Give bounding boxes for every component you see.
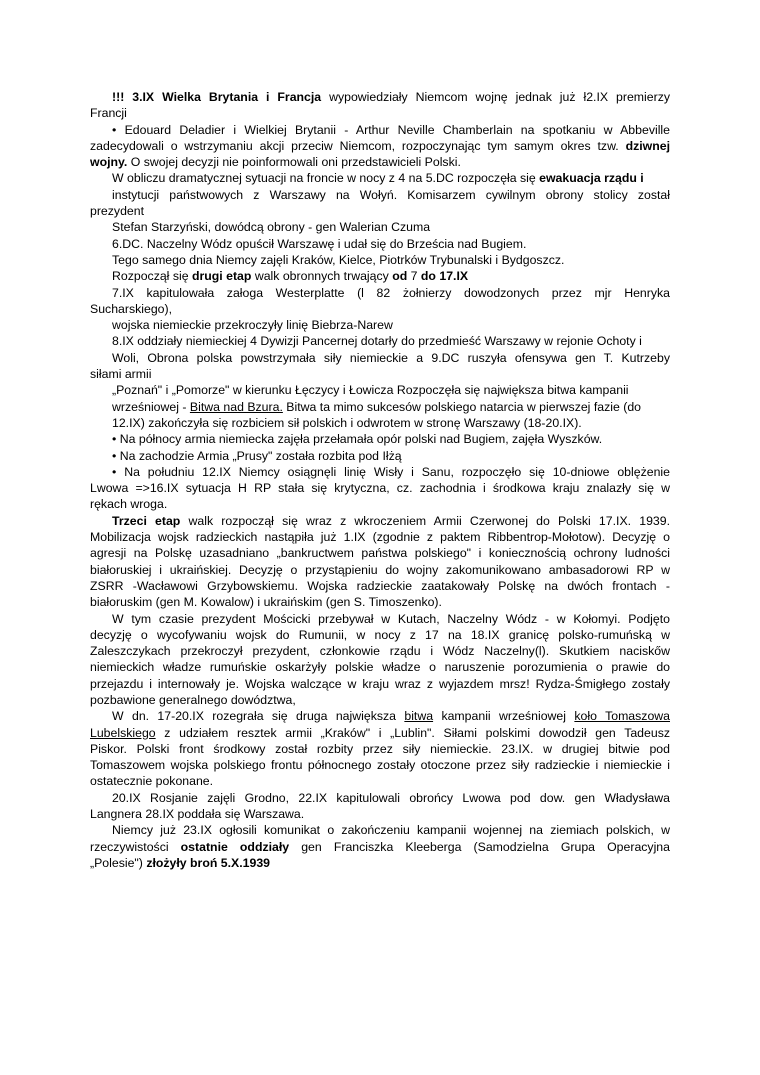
text-line [90, 415, 670, 431]
text-run: Langnera 28.IX poddała się Warszawa. [90, 807, 305, 822]
text-line [90, 545, 670, 561]
text-line [90, 285, 670, 301]
text-line [90, 594, 670, 610]
text-line [90, 187, 670, 203]
bold-text: ostatnie oddziały [180, 839, 290, 854]
bold-text: !!! 3.IX Wielka Brytania i Francja [112, 90, 322, 104]
text-run: 20.IX Rosjanie zajęli Grodno, 22.IX kapitulowali obrońcy Lwowa pod dow. gen Władysława [112, 790, 670, 805]
text-run: 8.IX oddziały niemieckiej 4 Dywizji Pancernej dotarły do przedmieść Warszawy w rejonie Ochoty i [112, 334, 642, 349]
text-line [90, 529, 670, 545]
text-run: prezydent [90, 204, 145, 219]
text-line [90, 89, 670, 105]
document-body [90, 89, 670, 871]
text-run: Lwowa =>16.IX sytuacja H RP stała się krytyczna, cz. zachodnia i środkowa kraju znalazły się w [90, 481, 670, 496]
text-line [90, 464, 670, 480]
bold-text: ewakuacja rządu i [539, 171, 644, 186]
underlined-text: koło Tomaszowa [574, 709, 670, 724]
text-run: niemieckich władze rumuńskie oskarżyły polskie władze o naruszenie porozumienia o prawie do [90, 660, 670, 675]
text-run: Tomaszowem wojska polskiego frontu północnego zostały otoczone przez siły radzieckie i niemieckie i [90, 758, 670, 773]
text-line [90, 839, 670, 855]
text-line [90, 366, 670, 382]
text-line [90, 301, 670, 317]
underlined-text: Bitwa nad Bzura. [189, 399, 283, 414]
text-run: 7.IX kapitulowała załoga Westerplatte (l 82 żołnierzy dowodzonych przez mjr Henryka [112, 285, 670, 300]
text-run: • Na południu 12.IX Niemcy osiągnęli linię Wisły i Sanu, rozpoczęło się 10-dniowe oblężenie [112, 464, 670, 479]
text-line [90, 268, 670, 284]
bold-text: drugi etap [191, 269, 252, 284]
text-line [90, 382, 670, 398]
text-run: instytucji państwowych z Warszawy na Wołyń. Komisarzem cywilnym obrony stolicy został [112, 187, 670, 202]
text-run: Rozpoczął się [112, 269, 192, 284]
text-run: rzeczywistości [90, 839, 181, 854]
text-line [90, 513, 670, 529]
text-run: walk obronnych trwający [251, 269, 393, 284]
text-run: siłami armii [90, 367, 152, 382]
text-line [90, 333, 670, 349]
underlined-text: bitwa [404, 709, 434, 724]
text-line [90, 154, 670, 170]
bold-text: Trzeci etap [112, 513, 181, 528]
text-line [90, 122, 670, 138]
text-run: białoruskim (gen M. Kowalow) i ukraińskim (gen S. Timoszenko). [90, 595, 442, 610]
text-line [90, 790, 670, 806]
text-run: przejazdu i internowały je. Wojska walczące w kraju wraz z wyjazdem mrsz! Rydza-Śmigłego zostały [90, 676, 670, 691]
text-run: Sucharskiego), [90, 301, 173, 316]
bold-text: dziwnej [625, 138, 670, 153]
text-line [90, 611, 670, 627]
text-run: O swojej decyzji nie poinformowali oni przedstawicieli Polski. [127, 155, 461, 170]
text-line [90, 350, 670, 366]
text-line [90, 236, 670, 252]
text-run: 7 [407, 269, 421, 284]
text-line [90, 773, 670, 789]
text-run: decyzję o wycofywaniu wojsk do Rumunii, w nocy z 17 na 18.IX granicę polsko-rumuńską w [90, 627, 670, 642]
text-line [90, 399, 670, 415]
text-line [90, 806, 670, 822]
text-run: wrześniowej - [112, 399, 190, 414]
text-line [90, 138, 670, 154]
text-run: wypowiedziały Niemcom wojnę jednak już ł2.IX premierzy [321, 90, 670, 104]
text-run: rękach wroga. [90, 497, 168, 512]
text-line [90, 105, 670, 121]
text-run: kampanii wrześniowej [433, 709, 575, 724]
text-run: ZSRR -Wacławowi Grzybowskiemu. Wojska radzieckie zaatakowały Polskę na dwóch frontach - [90, 578, 670, 593]
text-run: • Na zachodzie Armia „Prusy" została rozbita pod Iłżą [112, 448, 402, 463]
text-run: Stefan Starzyński, dowódcą obrony - gen Walerian Czuma [112, 220, 431, 235]
text-line [90, 496, 670, 512]
text-line [90, 676, 670, 692]
text-run: W tym czasie prezydent Mościcki przebywał w Kutach, Naczelny Wódz - w Kołomyi. Podjęto [112, 611, 670, 626]
text-line [90, 578, 670, 594]
text-line [90, 692, 670, 708]
text-run: Woli, Obrona polska powstrzymała siły niemieckie a 9.DC ruszyła ofensywa gen T. Kutrzeby [112, 350, 670, 365]
text-run: z udziałem resztek armii „Kraków" i „Lublin". Siłami polskimi dowodził gen Tadeusz [155, 725, 670, 740]
text-line [90, 757, 670, 773]
text-run: walk rozpoczął się wraz z wkroczeniem Armii Czerwonej do Polski 17.IX. 1939. [180, 513, 670, 528]
text-run: Bitwa ta mimo sukcesów polskiego natarcia w pierwszej fazie (do [282, 399, 641, 414]
text-line [90, 643, 670, 659]
text-run: agresji na Polskę uzasadniano „bankructwem państwa polskiego" i koniecznością ochrony ludności [90, 546, 670, 561]
underlined-text: Lubelskiego [90, 725, 156, 740]
text-line [90, 659, 670, 675]
text-run: 12.IX) zakończyła się rozbiciem sił polskich i odwrotem w stronę Warszawy (18-20.IX). [112, 415, 582, 430]
text-line [90, 855, 670, 871]
text-run: Niemcy już 23.IX ogłosili komunikat o zakończeniu kampanii wojennej na ziemiach polskich, w [112, 823, 670, 838]
text-run: białoruskiej i ukraińskiej. Decyzję o przystąpieniu do wojny zakomunikowano ambasadorowi RP w [90, 562, 670, 577]
text-line [90, 252, 670, 268]
text-run: W obliczu dramatycznej sytuacji na froncie w nocy z 4 na 5.DC rozpoczęła się [112, 171, 540, 186]
bold-text: złożyły broń 5.X.1939 [146, 855, 271, 870]
text-run: „Poznań" i „Pomorze" w kierunku Łęczycy i Łowicza Rozpoczęła się największa bitwa kampanii [112, 383, 629, 398]
text-run: zadecydowali o wstrzymaniu akcji przeciw Niemcom, rozpoczynając tym samym okres tzw. [90, 138, 626, 153]
text-line [90, 170, 670, 186]
text-run: pozbawione generalnego dowództwa, [90, 692, 296, 707]
text-run: • Edouard Deladier i Wielkiej Brytanii - Arthur Neville Chamberlain na spotkaniu w Abbeville [112, 122, 670, 137]
text-line [90, 627, 670, 643]
text-run: ostatecznie pokonane. [90, 774, 214, 789]
text-line [90, 822, 670, 838]
bold-text: wojny. [90, 155, 128, 170]
text-run: W dn. 17-20.IX rozegrała się druga największa [112, 709, 405, 724]
text-run: Tego samego dnia Niemcy zajęli Kraków, Kielce, Piotrków Trybunalski i Bydgoszcz. [112, 252, 565, 267]
text-line [90, 317, 670, 333]
text-run: Francji [90, 106, 127, 121]
text-line [90, 431, 670, 447]
text-line [90, 219, 670, 235]
text-run: „Polesie") [90, 855, 147, 870]
text-run: 6.DC. Naczelny Wódz opuścił Warszawę i udał się do Brześcia nad Bugiem. [112, 236, 527, 251]
text-line [90, 480, 670, 496]
text-run: Zaleszczykach przekroczył prezydent, członkowie rządu i Wódz Naczelny(l). Skutkiem naciskőw [90, 644, 670, 659]
text-run: • Na północy armia niemiecka zajęła przełamała opór polski nad Bugiem, zajęła Wyszków. [112, 432, 603, 447]
bold-text: do 17.IX [420, 269, 469, 284]
text-run: Piskor. Polski front środkowy został rozbity przez siły niemieckie. 23.IX. w drugiej bitwie pod [90, 741, 670, 756]
bold-text: od [392, 269, 408, 284]
text-run: gen Franciszka Kleeberga (Samodzielna Grupa Operacyjna [289, 839, 670, 854]
text-line [90, 725, 670, 741]
text-line [90, 448, 670, 464]
text-run: wojska niemieckie przekroczyły linię Biebrza-Narew [112, 318, 393, 333]
text-line [90, 203, 670, 219]
text-run: Mobilizacja wojsk radzieckich nastąpiła już 1.IX (zgodnie z paktem Ribbentrop-Mołotow). Decyzję o [90, 530, 670, 545]
text-line [90, 708, 670, 724]
text-line [90, 562, 670, 578]
text-line [90, 741, 670, 757]
